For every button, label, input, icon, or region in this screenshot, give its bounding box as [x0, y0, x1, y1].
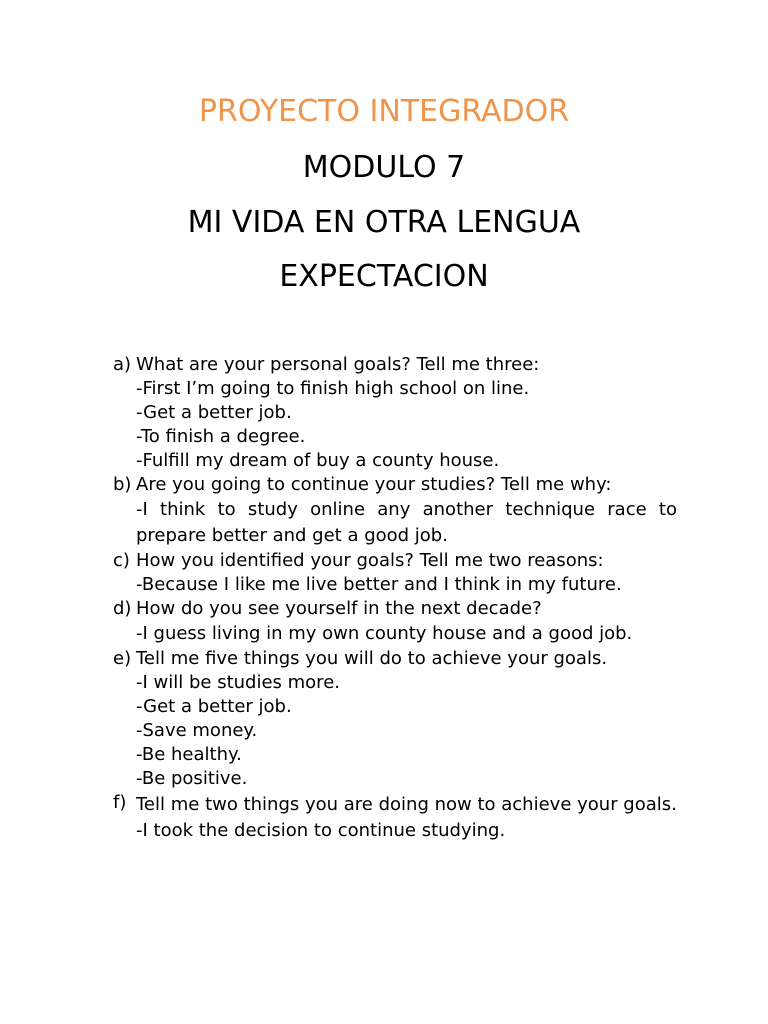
- section-heading: EXPECTACION: [279, 259, 489, 294]
- question-text: How do you see yourself in the next decade?: [136, 598, 542, 619]
- question-marker: d): [113, 598, 132, 619]
- course-heading: MI VIDA EN OTRA LENGUA: [187, 205, 581, 240]
- question-item-e: [113, 647, 677, 791]
- question-item-b: [113, 473, 677, 549]
- answer-text: -I took the decision to continue studying.: [136, 820, 506, 841]
- question-item-c: [113, 549, 677, 597]
- answer-text: -Get a better job.: [136, 402, 292, 423]
- question-text: Tell me two things you are doing now to achieve your goals.: [136, 794, 677, 815]
- question-marker: e): [113, 648, 132, 669]
- question-marker: a): [113, 354, 132, 375]
- question-text: Tell me five things you will do to achieve your goals.: [136, 648, 608, 669]
- question-marker: f): [113, 792, 127, 813]
- answer-text: -Because I like me live better and I think in my future.: [136, 574, 622, 595]
- answer-text: -I think to study online any another technique race to prepare better and get a good job.: [136, 499, 677, 546]
- question-text: How you identified your goals? Tell me two reasons:: [136, 550, 604, 571]
- question-item-d: [113, 597, 677, 647]
- answer-text: -Be healthy.: [136, 744, 242, 765]
- document-title: PROYECTO INTEGRADOR: [198, 94, 570, 129]
- answer-text: -Be positive.: [136, 768, 248, 789]
- question-text: What are your personal goals? Tell me three:: [136, 354, 540, 375]
- answer-text: -Save money.: [136, 720, 258, 741]
- answer-text: -First I’m going to finish high school on line.: [136, 378, 530, 399]
- question-text: Are you going to continue your studies? Tell me why:: [136, 474, 612, 495]
- answer-text: -To finish a degree.: [136, 426, 306, 447]
- answer-text: -I will be studies more.: [136, 672, 340, 693]
- answer-text: -Get a better job.: [136, 696, 292, 717]
- question-marker: c): [113, 550, 130, 571]
- answer-text: -Fulfill my dream of buy a county house.: [136, 450, 500, 471]
- question-item-f: [113, 791, 677, 843]
- question-marker: b): [113, 474, 132, 495]
- module-heading: MODULO 7: [302, 150, 466, 185]
- question-list: [113, 353, 677, 843]
- question-item-a: [113, 353, 677, 473]
- answer-text: -I guess living in my own county house and a good job.: [136, 623, 633, 644]
